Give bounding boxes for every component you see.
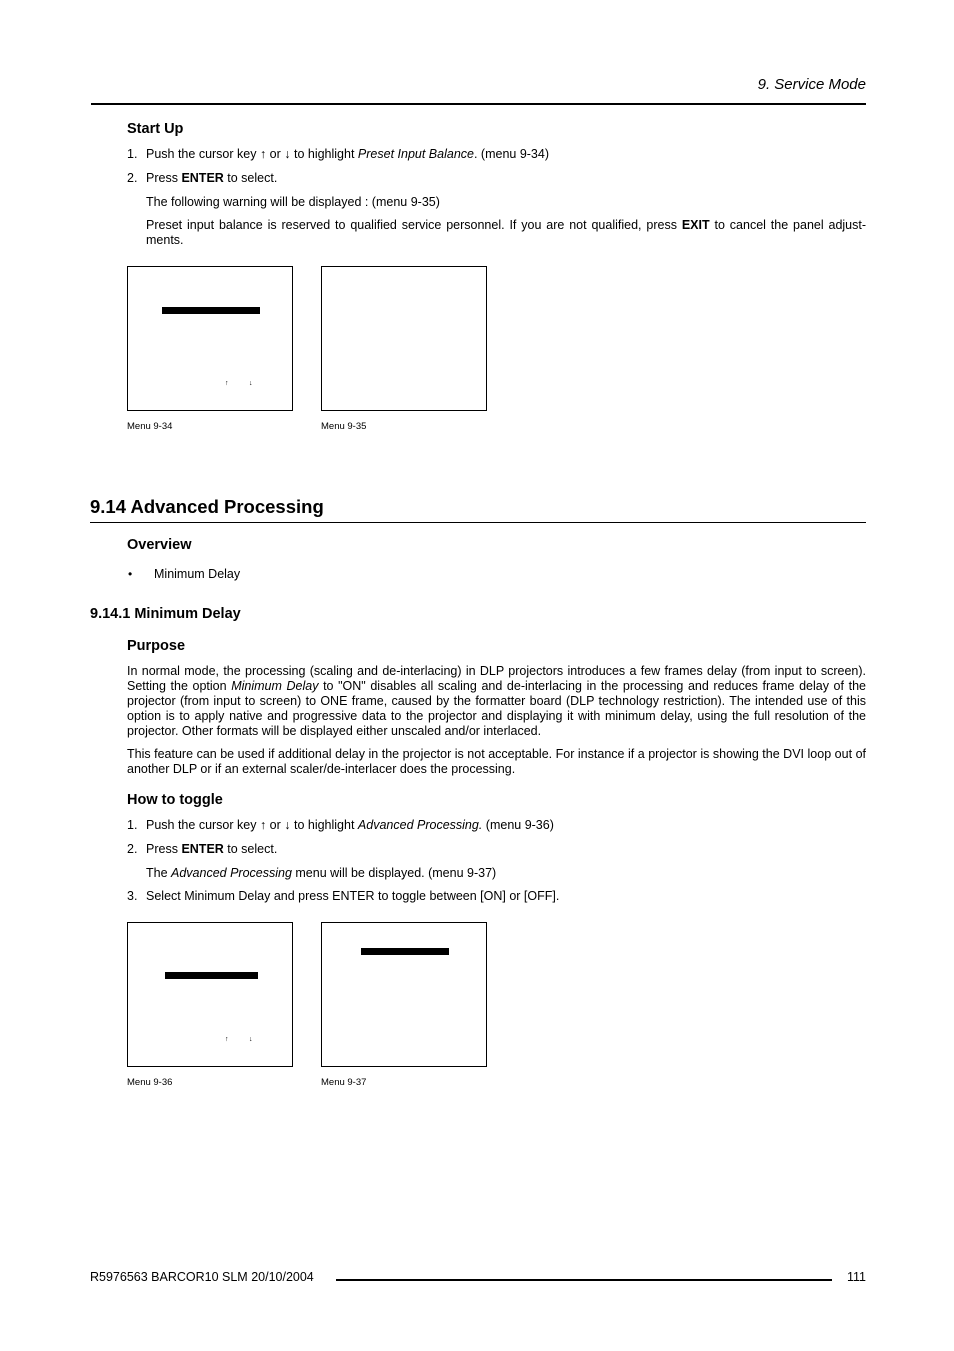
step-number: 2. [127,842,138,856]
figure-caption: Menu 9-35 [321,421,367,432]
arrow-up-icon: ↑ [225,1036,229,1043]
step-number: 1. [127,147,138,161]
page-number: 111 [846,1270,866,1284]
menu-9-36-figure [127,922,293,1067]
arrow-down-icon: ↓ [249,380,253,387]
purpose-paragraph-1: In normal mode, the processing (scaling and de-interlacing) in DLP projectors introduces a few frames delay (from input to screen). Setting the option Minimum Delay to "ON" disables all scaling and de-interlacing in the processing and reduces frame delay of the projector (from input to screen) to ONE frame, caused by the formatter board (DLP technology restriction). The intended use of this option is to apply native and progressive data to the projector and displaying it with minimum delay, using the full resolution of the projector. Other formats will be displayed either unscaled and/or interlaced. [127,664,866,738]
toggle-step-2: Press ENTER to select. [146,842,278,856]
figure-caption: Menu 9-36 [127,1077,173,1088]
overview-heading: Overview [127,537,192,553]
purpose-heading: Purpose [127,638,186,654]
menu-9-35-figure [321,266,487,411]
toggle-step-1: Push the cursor key ↑ or ↓ to highlight Advanced Processing. (menu 9-36) [146,818,554,832]
section-rule [90,522,866,523]
step-number: 2. [127,171,138,185]
header-rule [91,103,866,105]
figure-caption: Menu 9-34 [127,421,173,432]
how-to-toggle-heading: How to toggle [127,792,223,808]
menu-9-37-figure [321,922,487,1067]
step-number: 3. [127,889,138,903]
menu-highlight-bar [361,948,449,955]
toggle-step-3: Select Minimum Delay and press ENTER to toggle between [ON] or [OFF]. [146,889,560,903]
start-up-step-2: Press ENTER to select. [146,171,278,185]
warning-text: Preset input balance is reserved to qualified service personnel. If you are not qualified, press EXIT to cancel the panel adjust-ments. [146,218,867,247]
bullet-icon: • [128,567,133,581]
arrow-up-icon: ↑ [225,380,229,387]
footer-doc-info: R5976563 BARCOR10 SLM 20/10/2004 [90,1270,314,1284]
menu-9-34-figure [127,266,293,411]
warning-intro: The following warning will be displayed : (menu 9-35) [146,195,440,209]
menu-highlight-bar [162,307,260,314]
running-header-title: 9. Service Mode [757,76,866,93]
purpose-paragraph-2: This feature can be used if additional delay in the projector is not acceptable. For instance if a projector is showing the DVI loop out of another DLP or if an external scaler/de-interlacer does the processing. [127,747,866,776]
subsection-title: 9.14.1 Minimum Delay [90,606,241,622]
footer-rule [336,1279,832,1281]
menu-highlight-bar [165,972,258,979]
figure-caption: Menu 9-37 [321,1077,367,1088]
menu-displayed-note: The Advanced Processing menu will be displayed. (menu 9-37) [146,866,497,880]
start-up-step-1: Push the cursor key ↑ or ↓ to highlight Preset Input Balance. (menu 9-34) [146,147,549,161]
section-title: 9.14 Advanced Processing [90,496,324,517]
overview-item: Minimum Delay [154,567,241,581]
start-up-heading: Start Up [127,121,184,137]
step-number: 1. [127,818,138,832]
arrow-down-icon: ↓ [249,1036,253,1043]
